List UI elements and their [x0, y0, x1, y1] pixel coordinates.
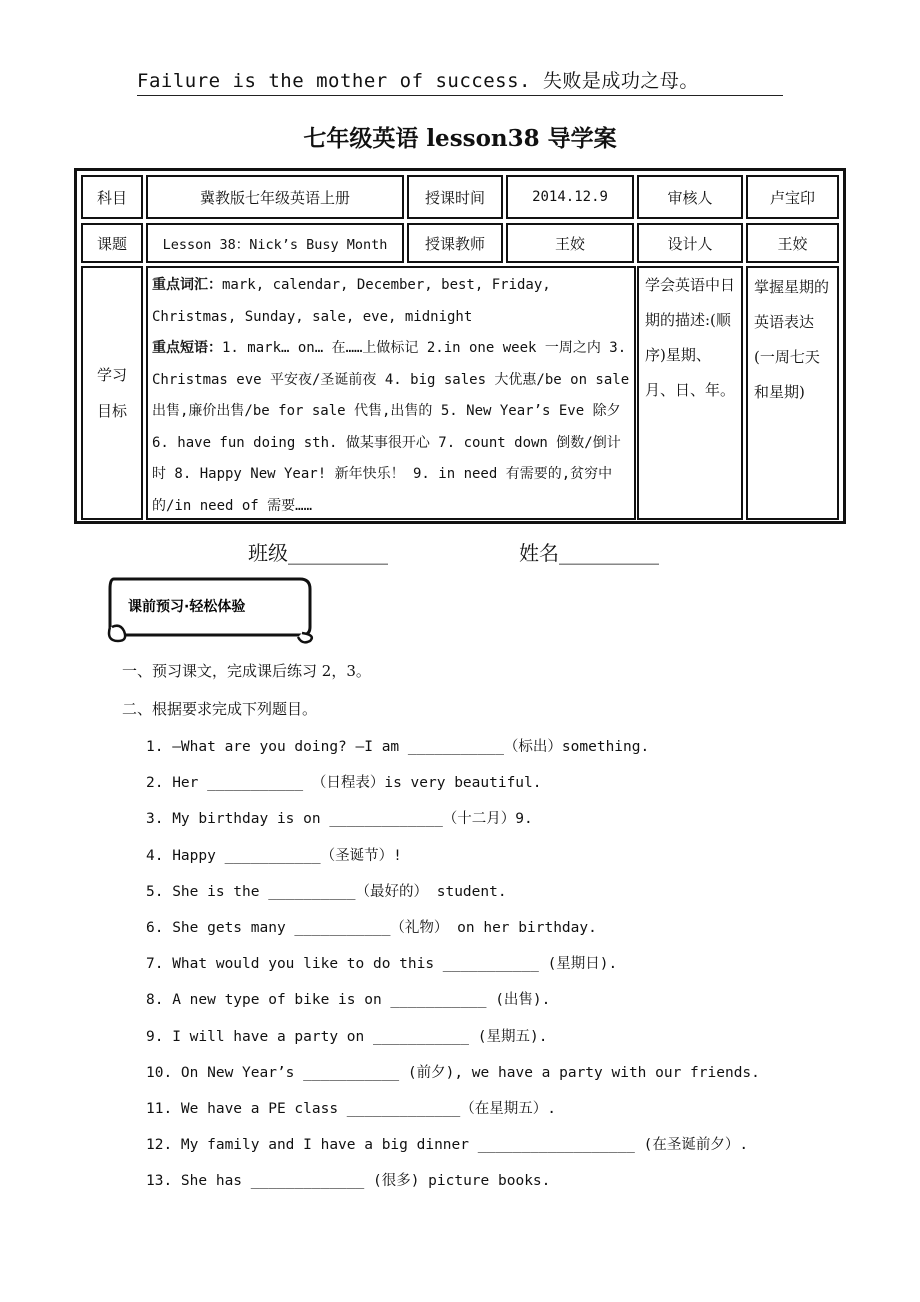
designer-label: 设计人 — [637, 223, 743, 263]
subject-value: 冀教版七年级英语上册 — [146, 175, 404, 219]
teacher-label: 授课教师 — [407, 223, 503, 263]
class-field — [248, 537, 388, 566]
question-11: 11. We have a PE class _____________（在星期五）. — [146, 1101, 556, 1117]
question-8: 8. A new type of bike is on ___________ (出售). — [146, 992, 551, 1008]
question-7: 7. What would you like to do this ___________ (星期日). — [146, 956, 618, 972]
goal-weekdays: 掌握星期的英语表达(一周七天和星期) — [746, 266, 839, 520]
designer-value: 王姣 — [746, 223, 839, 263]
name-field — [519, 537, 659, 566]
phrase-heading: 重点短语： — [152, 340, 222, 356]
topic-value: Lesson 38：Nick’s Busy Month — [146, 223, 404, 263]
section-banner-text: 课前预习·轻松体验 — [128, 599, 246, 615]
topic-label: 课题 — [81, 223, 143, 263]
question-12: 12. My family and I have a big dinner __________________ (在圣诞前夕）. — [146, 1137, 749, 1153]
teacher-value: 王姣 — [506, 223, 634, 263]
time-label: 授课时间 — [407, 175, 503, 219]
goal-vocab-phrases — [146, 266, 636, 520]
question-13: 13. She has _____________ (很多) picture books. — [146, 1173, 551, 1189]
question-1: 1. —What are you doing? —I am ___________（标出）something. — [146, 739, 650, 755]
name-blank[interactable]: __________ — [559, 541, 659, 565]
reviewer-value: 卢宝印 — [746, 175, 839, 219]
subject-label: 科目 — [81, 175, 143, 219]
instruction-1: 一、预习课文，完成课后练习 2，3。 — [122, 662, 371, 680]
phrase-text: 1. mark… on… 在……上做标记 2.in one week 一周之内 3. Christmas eve 平安夜/圣诞前夜 4. big sales 大优惠/be on sale 出售,廉价出售/be for sale 代售,出售的 5. New Year’s Eve 除夕 6. have fun doing sth. 做某事很开心 7. count down 倒数/倒计时 8. Happy New Year! 新年快乐！ 9. in need 有需要的,贫穷中的/in need of 需要…… — [152, 340, 630, 514]
question-10: 10. On New Year’s ___________ (前夕), we have a party with our friends. — [146, 1065, 760, 1081]
time-value: 2014.12.9 — [506, 175, 634, 219]
section-banner — [104, 575, 316, 649]
scroll-banner-icon — [104, 575, 316, 645]
question-2: 2. Her ___________ （日程表）is very beautiful. — [146, 775, 542, 791]
name-label: 姓名 — [519, 541, 559, 565]
class-blank[interactable]: __________ — [288, 541, 388, 565]
vocab-text: mark, calendar, December, best, Friday, Christmas, Sunday, sale, eve, midnight — [152, 277, 551, 325]
question-3: 3. My birthday is on _____________（十二月）9. — [146, 811, 533, 827]
class-label: 班级 — [248, 541, 288, 565]
goal-label-line1: 学习 — [96, 366, 127, 384]
question-5: 5. She is the __________（最好的） student. — [146, 884, 507, 900]
info-table — [74, 168, 846, 524]
reviewer-label: 审核人 — [637, 175, 743, 219]
goal-label — [81, 266, 143, 520]
question-4: 4. Happy ___________（圣诞节）! — [146, 848, 402, 864]
question-9: 9. I will have a party on ___________ (星期五). — [146, 1029, 548, 1045]
goal-dates: 学会英语中日期的描述:(顺序)星期、月、日、年。 — [637, 266, 743, 520]
question-6: 6. She gets many ___________（礼物） on her birthday. — [146, 920, 597, 936]
header-motto: Failure is the mother of success. 失败是成功之母。 — [137, 66, 783, 96]
vocab-heading: 重点词汇： — [152, 277, 222, 293]
instruction-2: 二、根据要求完成下列题目。 — [122, 700, 318, 718]
page-title: 七年级英语 lesson38 导学案 — [303, 125, 617, 152]
goal-label-line2: 目标 — [96, 402, 127, 420]
